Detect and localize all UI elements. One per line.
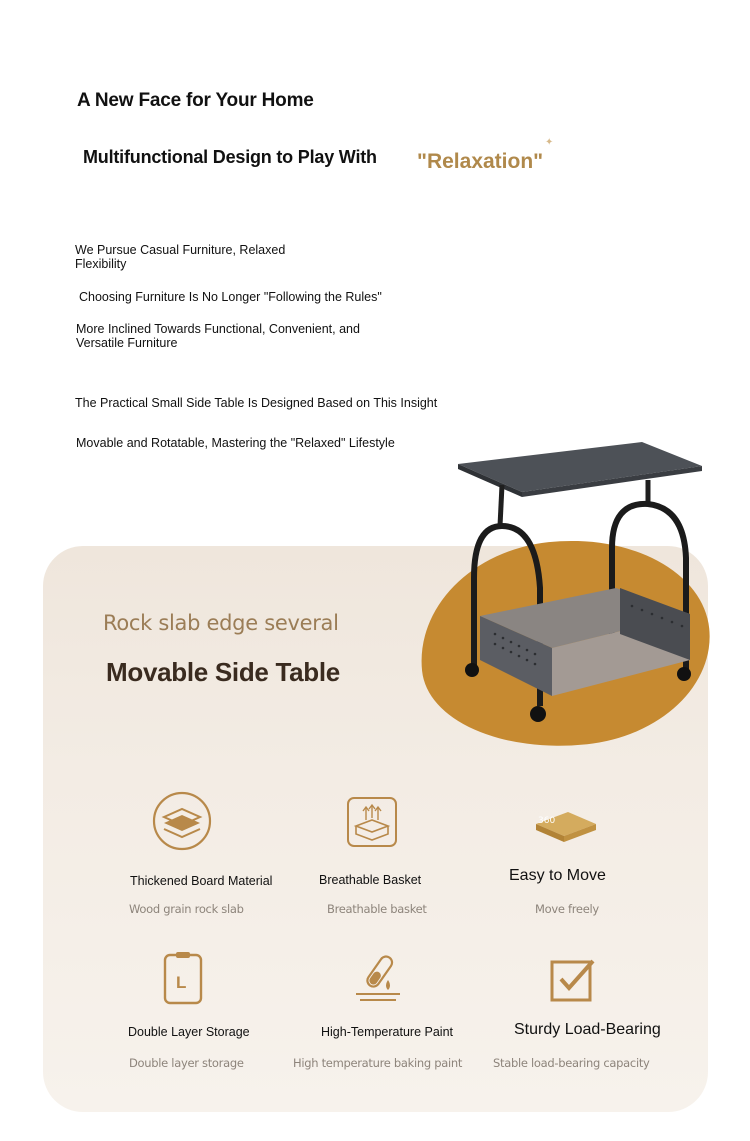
rotate-360-label: 360 [538, 816, 556, 826]
subtitle-accent: "Relaxation" [417, 150, 544, 173]
feature-desc: Wood grain rock slab [129, 902, 244, 916]
layers-icon [152, 791, 212, 851]
page-title: A New Face for Your Home [77, 90, 314, 111]
storage-label: L [176, 973, 187, 992]
feature-title: Sturdy Load-Bearing [514, 1021, 661, 1038]
test-tube-icon [350, 950, 406, 1006]
feature-title: Thickened Board Material [130, 874, 273, 888]
rotate-360-icon [532, 806, 600, 848]
feature-title: Breathable Basket [319, 873, 422, 887]
intro-line-2: Choosing Furniture Is No Longer "Following the Rules" [79, 290, 382, 304]
sparkle-icon: ✦ [545, 137, 554, 148]
intro-line-5: Movable and Rotatable, Mastering the "Relaxed" Lifestyle [76, 436, 395, 450]
feature-desc: Double layer storage [129, 1056, 244, 1070]
checkbox-icon [549, 955, 597, 1003]
page-subtitle: Multifunctional Design to Play With [83, 147, 377, 167]
intro-line-1: We Pursue Casual Furniture, Relaxed Flexibility [75, 243, 286, 271]
feature-desc: High temperature baking paint [293, 1056, 463, 1070]
side-table-image [440, 438, 710, 728]
intro-line-3: More Inclined Towards Functional, Convenient, and Versatile Furniture [76, 322, 360, 350]
product-title: Movable Side Table [106, 657, 340, 687]
feature-desc: Stable load-bearing capacity [493, 1056, 650, 1070]
feature-desc: Move freely [535, 902, 599, 916]
intro-line-4: The Practical Small Side Table Is Designed Based on This Insight [75, 396, 438, 410]
breathable-icon [346, 796, 398, 848]
feature-desc: Breathable basket [327, 902, 427, 916]
product-subtitle: Rock slab edge several [103, 611, 339, 635]
feature-title: Double Layer Storage [128, 1025, 250, 1039]
storage-icon [163, 951, 203, 1005]
feature-title: Easy to Move [509, 867, 606, 884]
feature-title: High-Temperature Paint [321, 1025, 454, 1039]
